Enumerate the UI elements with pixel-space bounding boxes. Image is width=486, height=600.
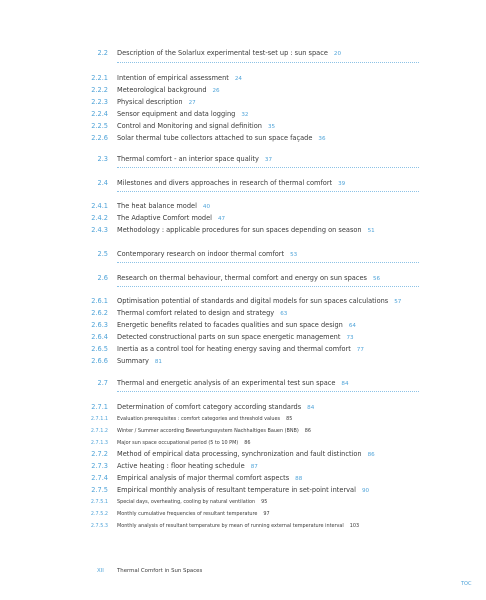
section-title: Thermal and energetic analysis of an experimental test sun space 84: [117, 379, 349, 387]
toc-entry[interactable]: [0, 401, 486, 413]
toc-entry[interactable]: [0, 307, 486, 319]
page-number: 88: [295, 476, 303, 482]
section-title: Empirical monthly analysis of resultant temperature in set-point interval 90: [117, 486, 370, 494]
page-number: 47: [217, 216, 226, 222]
page-number: 87: [250, 464, 258, 470]
page-number: 85: [286, 416, 293, 422]
section-number: 2.7.5.2: [90, 511, 108, 517]
section-number: 2.4.1: [91, 202, 108, 210]
page-number: 40: [202, 204, 211, 210]
toc-entry[interactable]: [0, 448, 486, 460]
section-number: 2.7: [97, 379, 108, 387]
page-number: 20: [333, 51, 342, 57]
page-number: 37: [264, 157, 273, 163]
page-number: 84: [307, 405, 315, 411]
page-number: 57: [394, 299, 402, 305]
page-number: 86: [244, 440, 251, 446]
section-title: Contemporary research on indoor thermal comfort 53: [117, 250, 298, 258]
page-number: 86: [304, 428, 312, 434]
section-title: Monthly cumulative frequencies of resultant temperature 97: [117, 511, 270, 517]
toc-entry[interactable]: [0, 224, 486, 236]
section-title: Description of the Solarlux experimental test-set up : sun space 20: [117, 49, 342, 57]
toc-entry[interactable]: [0, 212, 486, 224]
section-number: 2.2.2: [91, 86, 108, 94]
section-number: 2.6.2: [91, 309, 108, 317]
section-number: 2.2.1: [91, 74, 108, 82]
toc-entry[interactable]: [0, 248, 486, 260]
toc-entry[interactable]: [0, 153, 486, 165]
page-number: 103: [349, 523, 360, 529]
section-number: 2.2.6: [91, 134, 108, 142]
section-number: 2.7.5: [91, 486, 108, 494]
page-number: 63: [280, 311, 288, 317]
section-title: Winter / Summer according Bewertungssystem Nachhaltiges Bauen (BNB) 86: [117, 428, 312, 434]
section-number: 2.2.4: [91, 110, 108, 118]
section-title: Inertia as a control tool for heating energy saving and thermal comfort 77: [117, 345, 364, 353]
toc-entry[interactable]: [0, 377, 486, 389]
section-title: Determination of comfort category according standards 84: [117, 403, 315, 411]
section-title: Sensor equipment and data logging 32: [117, 110, 249, 118]
section-number: 2.7.1: [91, 403, 108, 411]
section-number: 2.7.5.1: [90, 499, 108, 505]
page-number: 39: [338, 181, 346, 187]
toc-entry[interactable]: [0, 331, 486, 343]
toc-entry[interactable]: [0, 484, 486, 496]
page-number: 84: [341, 381, 349, 387]
section-title: Intention of empirical assessment 24: [117, 74, 242, 82]
toc-entry[interactable]: [0, 272, 486, 284]
page-number: 27: [188, 100, 196, 106]
section-number: 2.4.3: [91, 226, 108, 234]
section-number: 2.6.4: [91, 333, 108, 341]
page-number: 77: [356, 347, 364, 353]
page-number: 26: [212, 88, 220, 94]
page-number: 81: [154, 359, 162, 365]
section-number: 2.4.2: [91, 214, 108, 222]
toc-entry[interactable]: [0, 508, 486, 520]
dotted-rule: [117, 167, 419, 168]
page-number: 95: [261, 499, 268, 505]
page-number: 51: [367, 228, 375, 234]
section-title: Empirical analysis of major thermal comfort aspects 88: [117, 474, 303, 482]
page-number: 73: [346, 335, 354, 341]
section-title: Solar thermal tube collectors attached to sun space façade 36: [117, 134, 326, 142]
section-number: 2.2.5: [91, 122, 108, 130]
section-number: 2.7.1.3: [90, 440, 108, 446]
section-number: 2.7.3: [91, 462, 108, 470]
dotted-rule: [117, 391, 419, 392]
section-number: 2.4: [97, 179, 108, 187]
section-title: Milestones and divers approaches in research of thermal comfort 39: [117, 179, 346, 187]
section-title: Energetic benefits related to facades qualities and sun space design 64: [117, 321, 356, 329]
section-title: Thermal comfort - an interior space quality 37: [117, 155, 273, 163]
section-number: 2.6.5: [91, 345, 108, 353]
dotted-rule: [117, 262, 419, 263]
toc-entry[interactable]: [0, 84, 486, 96]
dotted-rule: [117, 191, 419, 192]
section-title: Meteorological background 26: [117, 86, 220, 94]
section-number: 2.3: [97, 155, 108, 163]
section-title: Active heating : floor heating schedule 87: [117, 462, 258, 470]
section-title: Control and Monitoring and signal definition 35: [117, 122, 276, 130]
page-number: 32: [241, 112, 249, 118]
toc-entry[interactable]: [0, 413, 486, 425]
page-number: 64: [348, 323, 356, 329]
section-title: Evaluation prerequisites : comfort categories and threshold values 85: [117, 416, 293, 422]
section-number: 2.7.4: [91, 474, 108, 482]
toc-entry[interactable]: [0, 96, 486, 108]
section-number: 2.5: [97, 250, 108, 258]
toc-entry[interactable]: [0, 520, 486, 532]
section-number: 2.6: [97, 274, 108, 282]
section-title: Detected constructional parts on sun space energetic management 73: [117, 333, 354, 341]
page-number: 56: [372, 276, 381, 282]
section-title: Thermal comfort related to design and strategy 63: [117, 309, 288, 317]
section-number: 2.7.1.2: [90, 428, 108, 434]
toc-entry[interactable]: [0, 120, 486, 132]
section-number: 2.6.3: [91, 321, 108, 329]
page-number: 97: [263, 511, 270, 517]
section-number: 2.7.1.1: [90, 416, 108, 422]
section-title: Major sun space occupational period (5 to 10 PM) 86: [117, 440, 251, 446]
toc-entry[interactable]: [0, 472, 486, 484]
section-title: Optimisation potential of standards and digital models for sun spaces calculations 57: [117, 297, 402, 305]
page-number: 24: [234, 76, 242, 82]
section-title: The heat balance model 40: [117, 202, 211, 210]
toc-entry[interactable]: [0, 355, 486, 367]
section-title: Physical description 27: [117, 98, 196, 106]
page-number: 35: [267, 124, 276, 130]
dotted-rule: [117, 62, 419, 63]
page-number: 36: [318, 136, 326, 142]
toc-entry[interactable]: [0, 72, 486, 84]
page-number: 53: [290, 252, 298, 258]
toc-entry[interactable]: [0, 496, 486, 508]
section-title: Method of empirical data processing, synchronization and fault distinction 86: [117, 450, 375, 458]
running-footer-title: Thermal Comfort in Sun Spaces: [117, 568, 203, 574]
folio-page-number: XII: [97, 568, 104, 574]
section-number: 2.6.6: [91, 357, 108, 365]
section-title: Research on thermal behaviour, thermal comfort and energy on sun spaces 56: [117, 274, 381, 282]
page-number: 90: [361, 488, 370, 494]
section-title: The Adaptive Comfort model 47: [117, 214, 226, 222]
toc-link[interactable]: TOC: [461, 581, 472, 587]
section-number: 2.7.5.3: [90, 523, 108, 529]
toc-entry[interactable]: [0, 460, 486, 472]
toc-entry[interactable]: [0, 425, 486, 437]
toc-entry[interactable]: [0, 177, 486, 189]
toc-entry[interactable]: [0, 295, 486, 307]
section-title: Special days, overheating, cooling by natural ventilation 95: [117, 499, 268, 505]
section-number: 2.2.3: [91, 98, 108, 106]
toc-entry[interactable]: [0, 47, 486, 59]
section-number: 2.7.2: [91, 450, 108, 458]
section-number: 2.6.1: [91, 297, 108, 305]
section-title: Summary 81: [117, 357, 162, 365]
toc-entry[interactable]: [0, 343, 486, 355]
section-number: 2.2: [97, 49, 108, 57]
page-number: 86: [367, 452, 375, 458]
dotted-rule: [117, 286, 419, 287]
section-title: Methodology : applicable procedures for sun spaces depending on season 51: [117, 226, 375, 234]
toc-entry[interactable]: [0, 319, 486, 331]
section-title: Monthly analysis of resultant temperature by mean of running external temperature interval 103: [117, 523, 360, 529]
toc-entry[interactable]: [0, 108, 486, 120]
toc-entry[interactable]: [0, 132, 486, 144]
toc-entry[interactable]: [0, 200, 486, 212]
